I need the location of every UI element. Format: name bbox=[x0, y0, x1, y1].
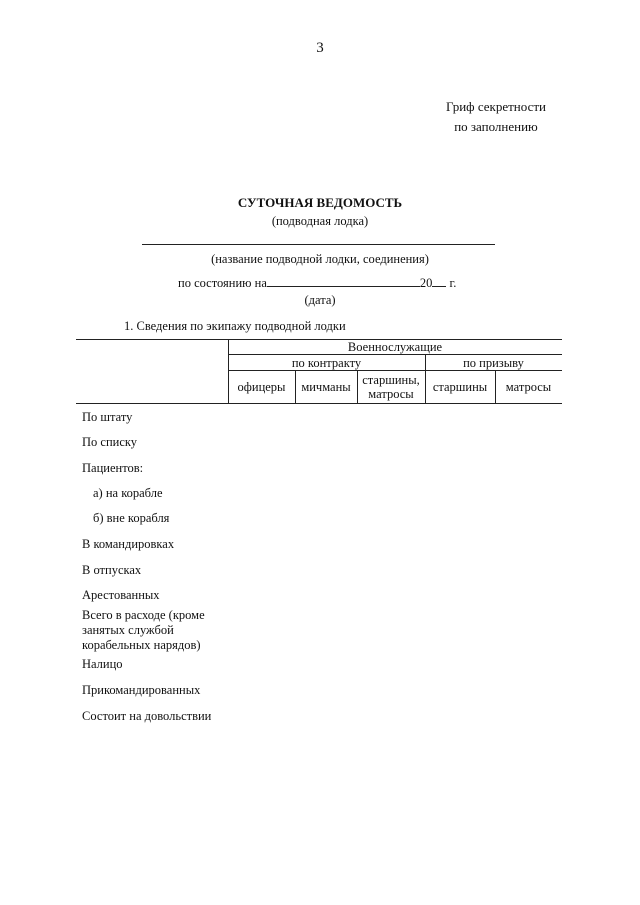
state-line bbox=[178, 274, 456, 291]
column-header: мичманы bbox=[301, 380, 351, 394]
document-title: СУТОЧНАЯ ВЕДОМОСТЬ bbox=[237, 195, 403, 210]
section-title: 1. Сведения по экипажу подводной лодки bbox=[124, 319, 346, 333]
year-fill-line bbox=[432, 274, 446, 287]
row-label: Прикомандированных bbox=[82, 683, 201, 697]
date-caption: (дата) bbox=[304, 293, 336, 307]
header-contract: по контракту bbox=[291, 356, 362, 370]
column-header: старшины bbox=[432, 380, 488, 394]
page-number: 3 bbox=[316, 40, 324, 56]
row-label: Налицо bbox=[82, 657, 123, 671]
document-subtitle: (подводная лодка) bbox=[271, 214, 369, 228]
column-header: офицеры bbox=[237, 380, 286, 394]
row-label: Состоит на довольствии bbox=[82, 709, 212, 723]
classification-line: Гриф секретности bbox=[446, 99, 546, 114]
row-label: а) на корабле bbox=[93, 486, 163, 500]
year-prefix: 20 bbox=[419, 276, 433, 290]
row-label: По штату bbox=[82, 410, 133, 424]
row-label: б) вне корабля bbox=[93, 511, 170, 525]
column-header: старшины, матросы bbox=[362, 373, 420, 401]
row-label: Арестованных bbox=[82, 588, 160, 602]
column-header: матросы bbox=[505, 380, 552, 394]
header-conscript: по призыву bbox=[463, 356, 524, 370]
row-label: Пациентов: bbox=[82, 461, 144, 475]
name-fill-line bbox=[142, 244, 495, 245]
row-label: Всего в расходе (кроме занятых службой корабельных нарядов) bbox=[82, 608, 205, 652]
row-label: В отпусках bbox=[82, 563, 142, 577]
table-rule bbox=[228, 354, 562, 355]
header-group: Военнослужащие bbox=[347, 340, 443, 354]
classification-stamp bbox=[428, 97, 564, 137]
row-label: По списку bbox=[82, 435, 138, 449]
name-caption: (название подводной лодки, соединения) bbox=[211, 252, 429, 266]
row-label: В командировках bbox=[82, 537, 175, 551]
classification-line: по заполнению bbox=[454, 119, 538, 134]
year-suffix: г. bbox=[449, 276, 457, 290]
table-rule bbox=[76, 403, 562, 404]
table-rule bbox=[228, 370, 562, 371]
date-fill-line bbox=[267, 274, 420, 287]
state-prefix: по состоянию на bbox=[178, 276, 267, 290]
